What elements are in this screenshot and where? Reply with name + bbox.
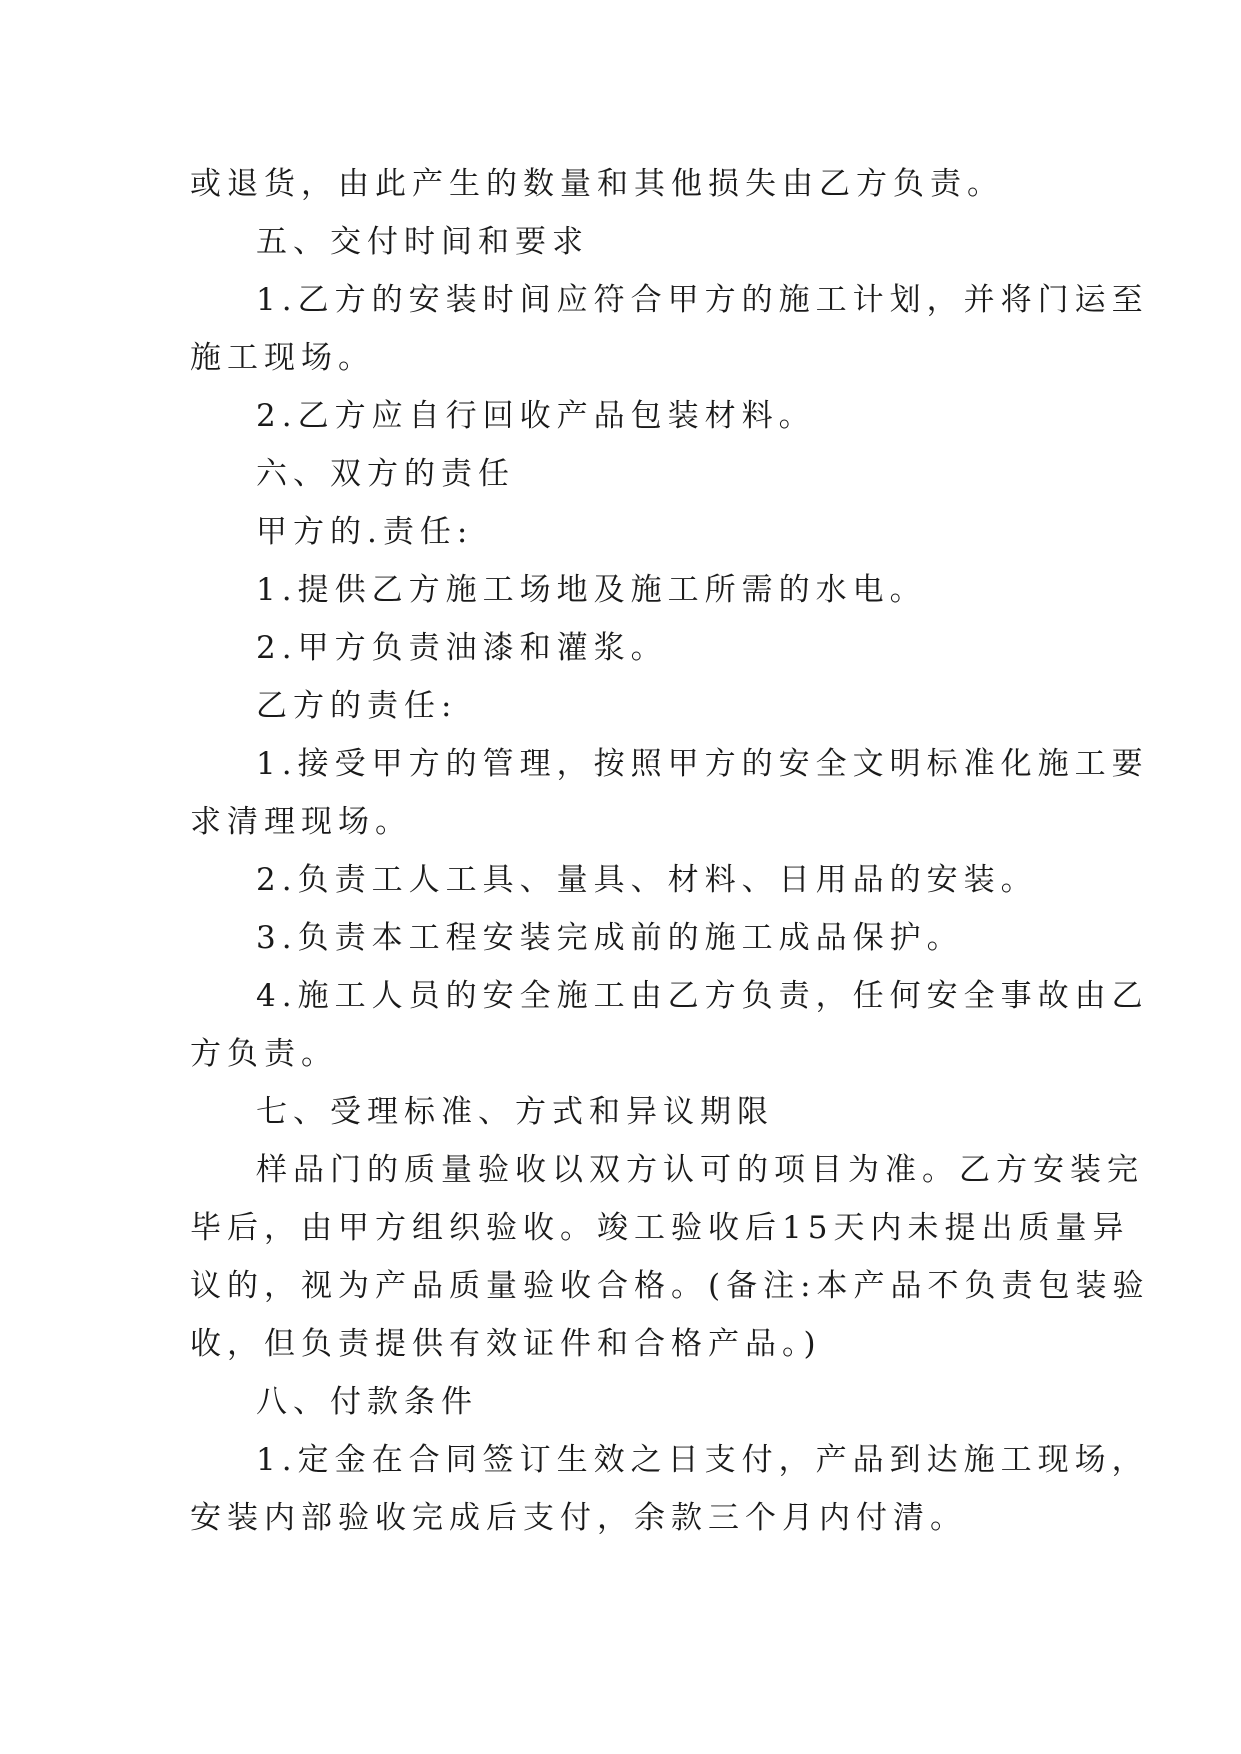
text-line-12: 求清理现场。 xyxy=(190,804,412,840)
section-heading-8: 八、付款条件 xyxy=(256,1384,478,1420)
text-line-24: 安装内部验收完成后支付，余款三个月内付清。 xyxy=(190,1500,967,1536)
text-line-3: 1.乙方的安装时间应符合甲方的施工计划，并将门运至 xyxy=(256,282,1149,318)
text-line-16: 方负责。 xyxy=(190,1036,338,1072)
text-line-4: 施工现场。 xyxy=(190,340,375,376)
text-line-18: 样品门的质量验收以双方认可的项目为准。乙方安装完 xyxy=(256,1152,1144,1188)
document-body xyxy=(190,155,1150,1547)
text-line-13: 2.负责工人工具、量具、材料、日用品的安装。 xyxy=(256,862,1038,898)
text-line-23: 1.定金在合同签订生效之日支付，产品到达施工现场， xyxy=(256,1442,1149,1478)
text-line-15: 4.施工人员的安全施工由乙方负责，任何安全事故由乙 xyxy=(256,978,1149,1014)
text-line-5: 2.乙方应自行回收产品包装材料。 xyxy=(256,398,816,434)
subheading-party-a: 甲方的.责任: xyxy=(256,514,474,550)
section-heading-6: 六、双方的责任 xyxy=(256,456,515,492)
subheading-party-b: 乙方的责任: xyxy=(256,688,458,724)
text-line-21: 收，但负责提供有效证件和合格产品。) xyxy=(190,1326,822,1362)
text-line-8: 1.提供乙方施工场地及施工所需的水电。 xyxy=(256,572,927,608)
text-line-14: 3.负责本工程安装完成前的施工成品保护。 xyxy=(256,920,964,956)
text-line-19: 毕后，由甲方组织验收。竣工验收后15天内未提出质量异 xyxy=(190,1210,1130,1246)
section-heading-5: 五、交付时间和要求 xyxy=(256,224,589,260)
text-line-11: 1.接受甲方的管理，按照甲方的安全文明标准化施工要 xyxy=(256,746,1149,782)
text-line-20: 议的，视为产品质量验收合格。(备注:本产品不负责包装验 xyxy=(190,1268,1150,1304)
text-line-9: 2.甲方负责油漆和灌浆。 xyxy=(256,630,668,666)
text-line-1: 或退货，由此产生的数量和其他损失由乙方负责。 xyxy=(190,166,1004,202)
section-heading-7: 七、受理标准、方式和异议期限 xyxy=(256,1094,774,1130)
